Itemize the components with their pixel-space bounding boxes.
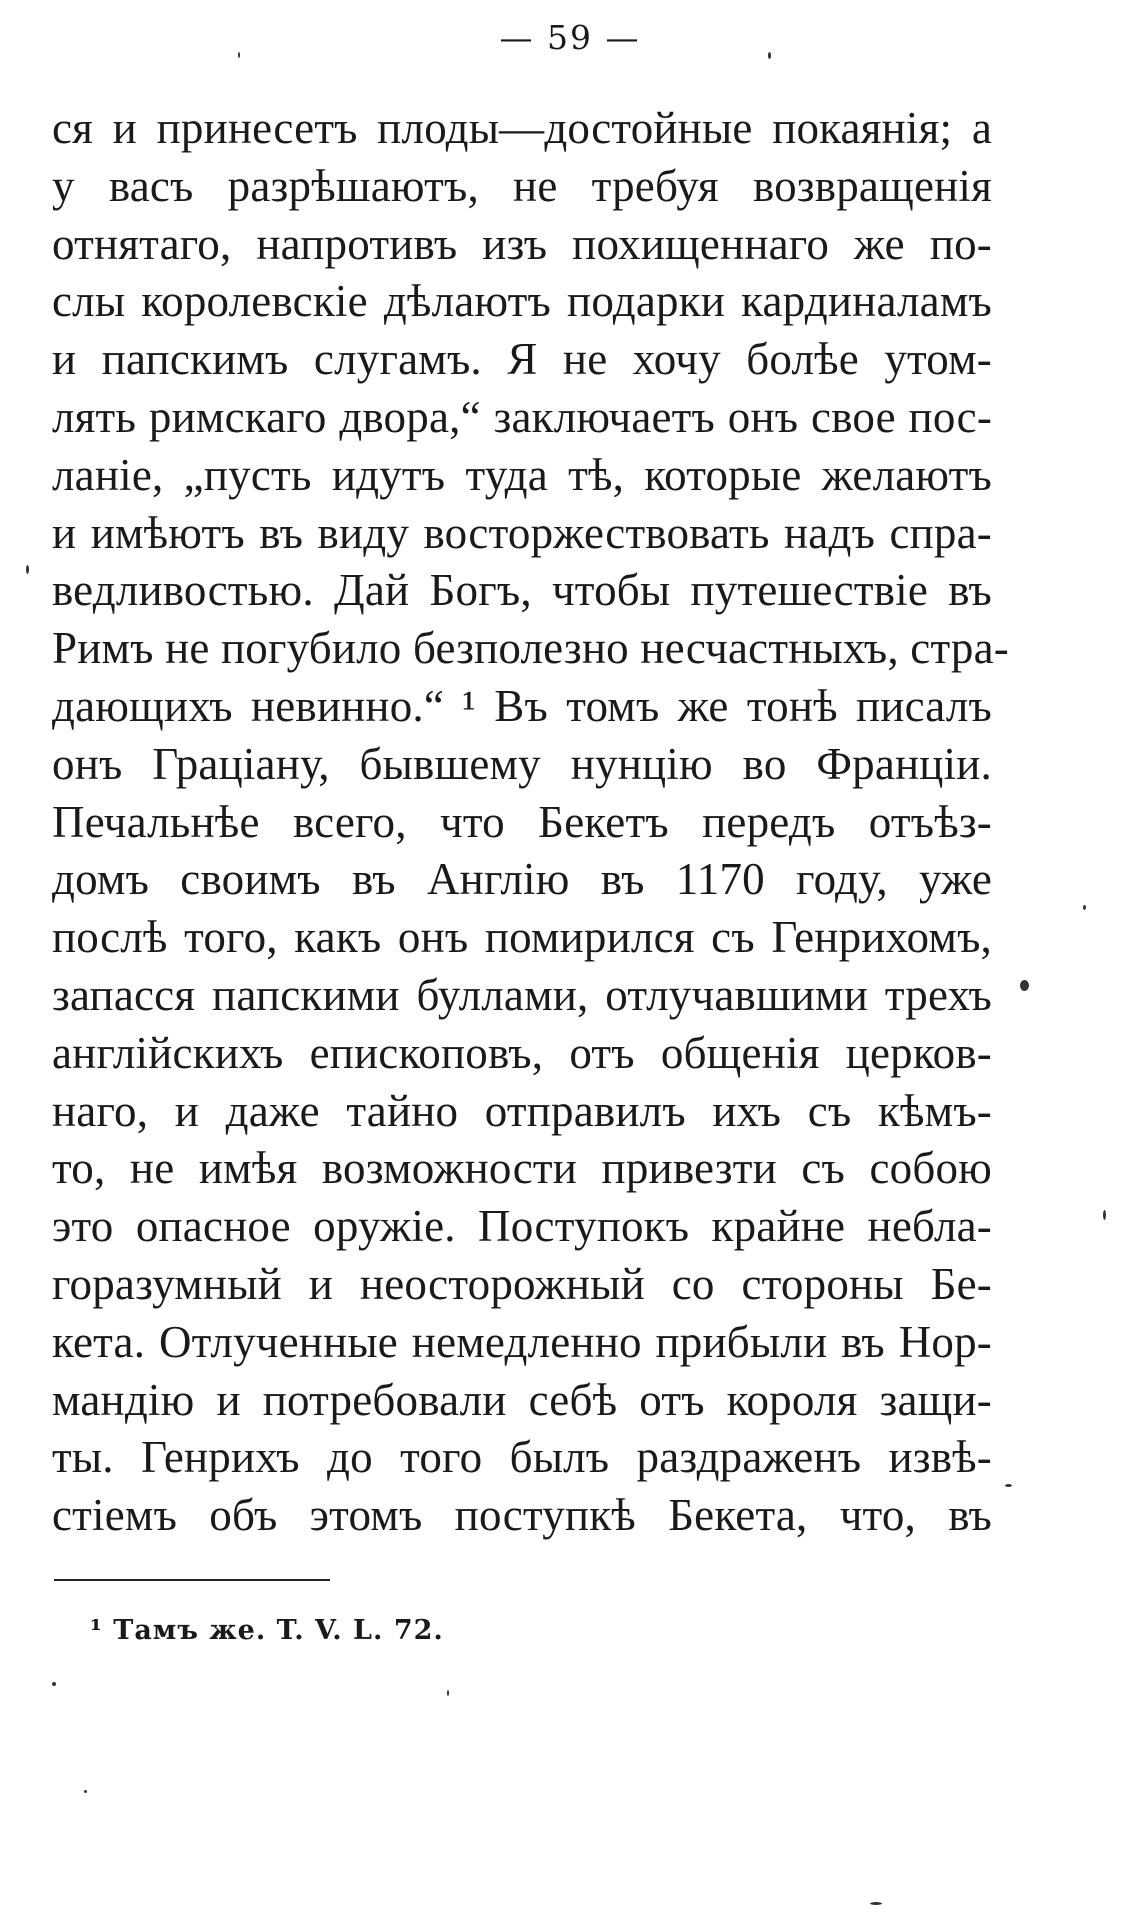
text-line: ведливостью. Дай Богъ, чтобы путешествіе въ bbox=[52, 565, 992, 616]
text-line: дающихъ невинно.“ ¹ Въ томъ же тонѣ писалъ bbox=[52, 680, 992, 731]
text-line: и папскимъ слугамъ. Я не хочу болѣе утом- bbox=[52, 334, 992, 385]
text-line: мандію и потребовали себѣ отъ короля защи- bbox=[52, 1374, 992, 1425]
text-line: ланіе, „пусть идутъ туда тѣ, которые желаютъ bbox=[52, 449, 992, 500]
text-line: то, не имѣя возможности привезти съ собою bbox=[52, 1143, 992, 1194]
text-line: кета. Отлученные немедленно прибыли въ Нор- bbox=[52, 1316, 992, 1367]
text-line: англійскихъ епископовъ, отъ общенія церков- bbox=[52, 1027, 992, 1078]
text-line: горазумный и неосторожный со стороны Бе- bbox=[52, 1258, 992, 1309]
text-line: отнятаго, напротивъ изъ похищеннаго же по- bbox=[52, 218, 992, 269]
scan-speck bbox=[1020, 980, 1029, 991]
text-line: стіемъ объ этомъ поступкѣ Бекета, что, въ bbox=[52, 1490, 992, 1541]
scan-speck bbox=[447, 1690, 449, 1696]
text-line: домъ своимъ въ Англію въ 1170 году, уже bbox=[52, 854, 992, 905]
scan-speck bbox=[84, 1790, 87, 1793]
scan-speck bbox=[52, 1682, 56, 1686]
text-line: и имѣютъ въ виду восторжествовать надъ спра- bbox=[52, 507, 992, 558]
text-line: запасся папскими буллами, отлучавшими трехъ bbox=[52, 969, 992, 1020]
scan-speck bbox=[768, 52, 771, 59]
scan-speck bbox=[26, 565, 29, 574]
text-line: Римъ не погубило безполезно несчастныхъ, стра- bbox=[52, 623, 1009, 674]
scan-speck bbox=[1103, 1210, 1106, 1220]
scan-speck bbox=[1005, 1484, 1012, 1487]
footnote: ¹ Тамъ же. T. V. L. 72. bbox=[90, 1615, 444, 1646]
scan-speck bbox=[1083, 905, 1086, 910]
body-text bbox=[52, 100, 1009, 1545]
text-line: онъ Граціану, бывшему нунцію во Франціи. bbox=[52, 738, 992, 789]
text-line: ты. Генрихъ до того былъ раздраженъ извѣ- bbox=[52, 1432, 992, 1483]
footnote-divider bbox=[54, 1579, 330, 1581]
text-line: послѣ того, какъ онъ помирился съ Генрихомъ, bbox=[52, 912, 992, 963]
text-line: наго, и даже тайно отправилъ ихъ съ кѣмъ- bbox=[52, 1085, 992, 1136]
page-number: — 59 — bbox=[499, 18, 641, 57]
scan-speck bbox=[238, 52, 240, 58]
text-line: слы королевскіе дѣлаютъ подарки кардиналамъ bbox=[52, 276, 992, 327]
text-line: ся и принесетъ плоды—достойные покаянія; а bbox=[52, 103, 992, 153]
text-line: у васъ разрѣшаютъ, не требуя возвращенія bbox=[52, 160, 992, 211]
text-line: это опасное оружіе. Поступокъ крайне небла- bbox=[52, 1201, 992, 1252]
scan-speck bbox=[870, 1902, 882, 1905]
text-line: Печальнѣе всего, что Бекетъ передъ отъѣз- bbox=[52, 796, 992, 847]
text-line: лять римскаго двора,“ заключаетъ онъ свое пос- bbox=[52, 391, 992, 442]
